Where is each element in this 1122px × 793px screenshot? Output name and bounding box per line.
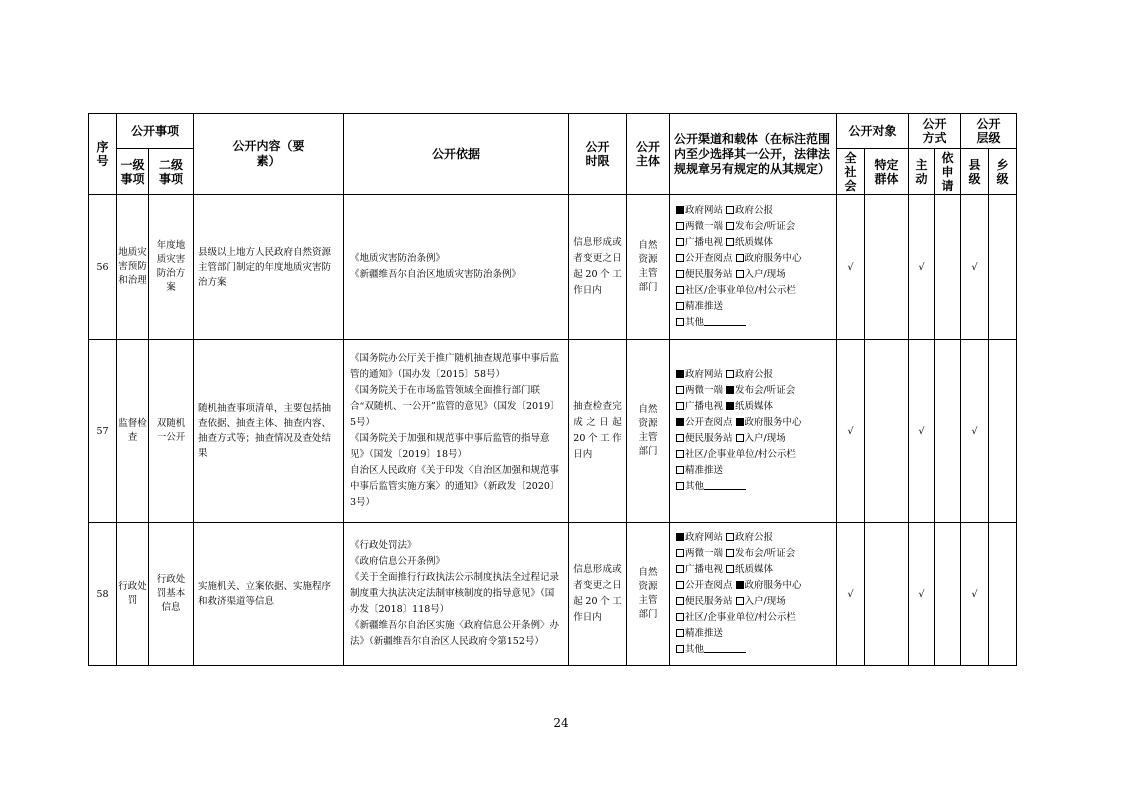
cell-basis: [344, 523, 569, 666]
channel-option: 发布会/听证会: [726, 221, 795, 232]
checkbox-icon: [736, 418, 744, 426]
cell-channels: [670, 195, 837, 340]
channel-option: 发布会/听证会: [726, 385, 795, 396]
channel-option: 政府服务中心: [736, 417, 802, 428]
checkbox-icon: [726, 370, 734, 378]
checkbox-icon: [676, 402, 684, 410]
basis-item: 《关于全面推行行政执法公示制度执法全过程记录制度重大执法决定法制审核制度的指导意见》（国办发〔2018〕118号）: [350, 572, 560, 615]
cell-active: √: [909, 523, 935, 666]
checkbox-icon: [676, 434, 684, 442]
channel-option: 广播电视: [676, 564, 723, 575]
page-number: 24: [553, 716, 569, 730]
channel-option: 其他: [676, 644, 746, 655]
checkbox-icon: [676, 206, 684, 214]
header-all-society: 全社会: [837, 149, 865, 195]
cell-seq: 57: [89, 340, 117, 523]
channel-option: 其他: [676, 481, 746, 492]
cell-township: [989, 340, 1017, 523]
checkbox-icon: [676, 629, 684, 637]
cell-township: [989, 195, 1017, 340]
cell-on-request: [935, 523, 961, 666]
table-row: [89, 340, 1017, 523]
cell-specific-group: [865, 195, 909, 340]
checkbox-icon: [726, 402, 734, 410]
cell-time-limit: 抽查检查完成之日起20个工作日内: [569, 340, 627, 523]
basis-item: 《国务院关于在市场监管领域全面推行部门联合“双随机、一公开”监管的意见》（国发〔2019〕5号）: [350, 385, 560, 428]
cell-level1: 地质灾害预防和治理: [117, 195, 149, 340]
channel-option: 纸质媒体: [726, 237, 773, 248]
channel-option: 公开查阅点: [676, 580, 733, 591]
channel-option: 广播电视: [676, 237, 723, 248]
fill-blank-line: [704, 315, 746, 326]
cell-subject: 自然资源主管部门: [627, 523, 670, 666]
header-level1: 一级事项: [117, 149, 149, 195]
cell-county: √: [961, 523, 989, 666]
cell-time-limit: 信息形成或者变更之日起20个工作日内: [569, 523, 627, 666]
checkbox-icon: [736, 597, 744, 605]
channel-option: 公开查阅点: [676, 417, 733, 428]
basis-item: 《新疆维吾尔自治区地质灾害防治条例》: [350, 269, 522, 280]
cell-level1: 监督检查: [117, 340, 149, 523]
cell-subject: 自然资源主管部门: [627, 340, 670, 523]
channel-option: 政府公报: [726, 369, 773, 380]
channel-option: 其他: [676, 317, 746, 328]
cell-level2: 双随机一公开: [149, 340, 194, 523]
table-row: [89, 195, 1017, 340]
basis-item: 《国务院办公厅关于推广随机抽查规范事中事后监管的通知》（国办发〔2015〕58号）: [350, 353, 560, 380]
cell-channels: [670, 523, 837, 666]
fill-blank-line: [704, 642, 746, 653]
cell-all-society: √: [837, 523, 865, 666]
channel-option: 政府服务中心: [736, 253, 802, 264]
channel-option: 精准推送: [676, 465, 723, 476]
cell-specific-group: [865, 340, 909, 523]
cell-active: √: [909, 340, 935, 523]
channel-option: 社区/企事业单位/村公示栏: [676, 285, 796, 296]
checkbox-icon: [676, 450, 684, 458]
channel-option: 纸质媒体: [726, 401, 773, 412]
cell-time-limit: 信息形成或者变更之日起20个工作日内: [569, 195, 627, 340]
checkbox-icon: [676, 482, 684, 490]
basis-item: 《新疆维吾尔自治区实施〈政府信息公开条例〉办法》（新疆维吾尔自治区人民政府令第152号）: [350, 620, 560, 647]
cell-on-request: [935, 340, 961, 523]
cell-basis: [344, 340, 569, 523]
channel-option: 便民服务站: [676, 433, 733, 444]
table-row: [89, 523, 1017, 666]
header-channels: 公开渠道和载体（在标注范围内至少选择其一公开，法律法规规章另有规定的从其规定）: [670, 114, 837, 195]
cell-all-society: √: [837, 340, 865, 523]
checkbox-icon: [726, 206, 734, 214]
checkbox-icon: [676, 286, 684, 294]
checkbox-icon: [676, 222, 684, 230]
checkbox-icon: [726, 533, 734, 541]
channel-option: 便民服务站: [676, 596, 733, 607]
checkbox-icon: [676, 386, 684, 394]
checkbox-icon: [676, 238, 684, 246]
checkbox-icon: [736, 254, 744, 262]
channel-option: 广播电视: [676, 401, 723, 412]
channel-option: 入户/现场: [736, 269, 786, 280]
cell-level2: 行政处罚基本信息: [149, 523, 194, 666]
basis-item: 《地质灾害防治条例》: [350, 253, 446, 264]
checkbox-icon: [676, 466, 684, 474]
cell-seq: 58: [89, 523, 117, 666]
header-level: 公开层级: [961, 114, 1017, 149]
channel-option: 社区/企事业单位/村公示栏: [676, 612, 796, 623]
channel-option: 两微一端: [676, 221, 723, 232]
checkbox-icon: [676, 254, 684, 262]
cell-subject: 自然资源主管部门: [627, 195, 670, 340]
checkbox-icon: [676, 302, 684, 310]
header-on-request: 依申请: [935, 149, 961, 195]
channel-option: 入户/现场: [736, 433, 786, 444]
cell-content: 实施机关、立案依据、实施程序和救济渠道等信息: [194, 523, 344, 666]
cell-all-society: √: [837, 195, 865, 340]
channel-option: 政府公报: [726, 532, 773, 543]
cell-county: √: [961, 340, 989, 523]
fill-blank-line: [704, 479, 746, 490]
checkbox-icon: [676, 533, 684, 541]
checkbox-icon: [676, 418, 684, 426]
header-content: 公开内容（要素）: [194, 114, 344, 195]
checkbox-icon: [736, 270, 744, 278]
checkbox-icon: [676, 645, 684, 653]
header-method: 公开方式: [909, 114, 961, 149]
channel-option: 纸质媒体: [726, 564, 773, 575]
header-seq: 序号: [89, 114, 117, 195]
channel-option: 公开查阅点: [676, 253, 733, 264]
channel-option: 入户/现场: [736, 596, 786, 607]
channel-option: 两微一端: [676, 385, 723, 396]
cell-county: √: [961, 195, 989, 340]
header-county: 县级: [961, 149, 989, 195]
header-level2: 二级事项: [149, 149, 194, 195]
basis-item: 《政府信息公开条例》: [350, 556, 446, 567]
channel-option: 两微一端: [676, 548, 723, 559]
header-specific-group: 特定群体: [865, 149, 909, 195]
cell-seq: 56: [89, 195, 117, 340]
checkbox-icon: [736, 434, 744, 442]
channel-option: 便民服务站: [676, 269, 733, 280]
channel-option: 政府网站: [676, 205, 723, 216]
cell-on-request: [935, 195, 961, 340]
cell-level2: 年度地质灾害防治方案: [149, 195, 194, 340]
header-matters: 公开事项: [117, 114, 194, 149]
channel-option: 发布会/听证会: [726, 548, 795, 559]
checkbox-icon: [676, 565, 684, 573]
checkbox-icon: [676, 597, 684, 605]
checkbox-icon: [676, 581, 684, 589]
channel-option: 社区/企事业单位/村公示栏: [676, 449, 796, 460]
checkbox-icon: [676, 613, 684, 621]
basis-item: 《国务院关于加强和规范事中事后监管的指导意见》（国发〔2019〕18号）: [350, 433, 550, 460]
cell-specific-group: [865, 523, 909, 666]
channel-option: 政府公报: [726, 205, 773, 216]
channel-option: 政府网站: [676, 369, 723, 380]
disclosure-table: [88, 113, 1017, 666]
channel-option: 政府网站: [676, 532, 723, 543]
header-subject: 公开主体: [627, 114, 670, 195]
cell-level1: 行政处罚: [117, 523, 149, 666]
checkbox-icon: [726, 565, 734, 573]
cell-content: 随机抽查事项清单，主要包括抽查依据、抽查主体、抽查内容、抽查方式等；抽查情况及查处结果: [194, 340, 344, 523]
channel-option: 精准推送: [676, 628, 723, 639]
header-active: 主动: [909, 149, 935, 195]
checkbox-icon: [726, 222, 734, 230]
header-basis: 公开依据: [344, 114, 569, 195]
cell-basis: [344, 195, 569, 340]
header-time-limit: 公开时限: [569, 114, 627, 195]
checkbox-icon: [726, 386, 734, 394]
cell-content: 县级以上地方人民政府自然资源主管部门制定的年度地质灾害防治方案: [194, 195, 344, 340]
checkbox-icon: [676, 318, 684, 326]
checkbox-icon: [676, 549, 684, 557]
basis-item: 《行政处罚法》: [350, 540, 417, 551]
checkbox-icon: [736, 581, 744, 589]
basis-item: 自治区人民政府《关于印发〈自治区加强和规范事中事后监管实施方案〉的通知》（新政发〔2020〕3号）: [350, 465, 560, 508]
cell-channels: [670, 340, 837, 523]
checkbox-icon: [676, 270, 684, 278]
checkbox-icon: [726, 238, 734, 246]
cell-township: [989, 523, 1017, 666]
channel-option: 精准推送: [676, 301, 723, 312]
channel-option: 政府服务中心: [736, 580, 802, 591]
checkbox-icon: [676, 370, 684, 378]
checkbox-icon: [726, 549, 734, 557]
header-township: 乡级: [989, 149, 1017, 195]
cell-active: √: [909, 195, 935, 340]
header-audience: 公开对象: [837, 114, 909, 149]
